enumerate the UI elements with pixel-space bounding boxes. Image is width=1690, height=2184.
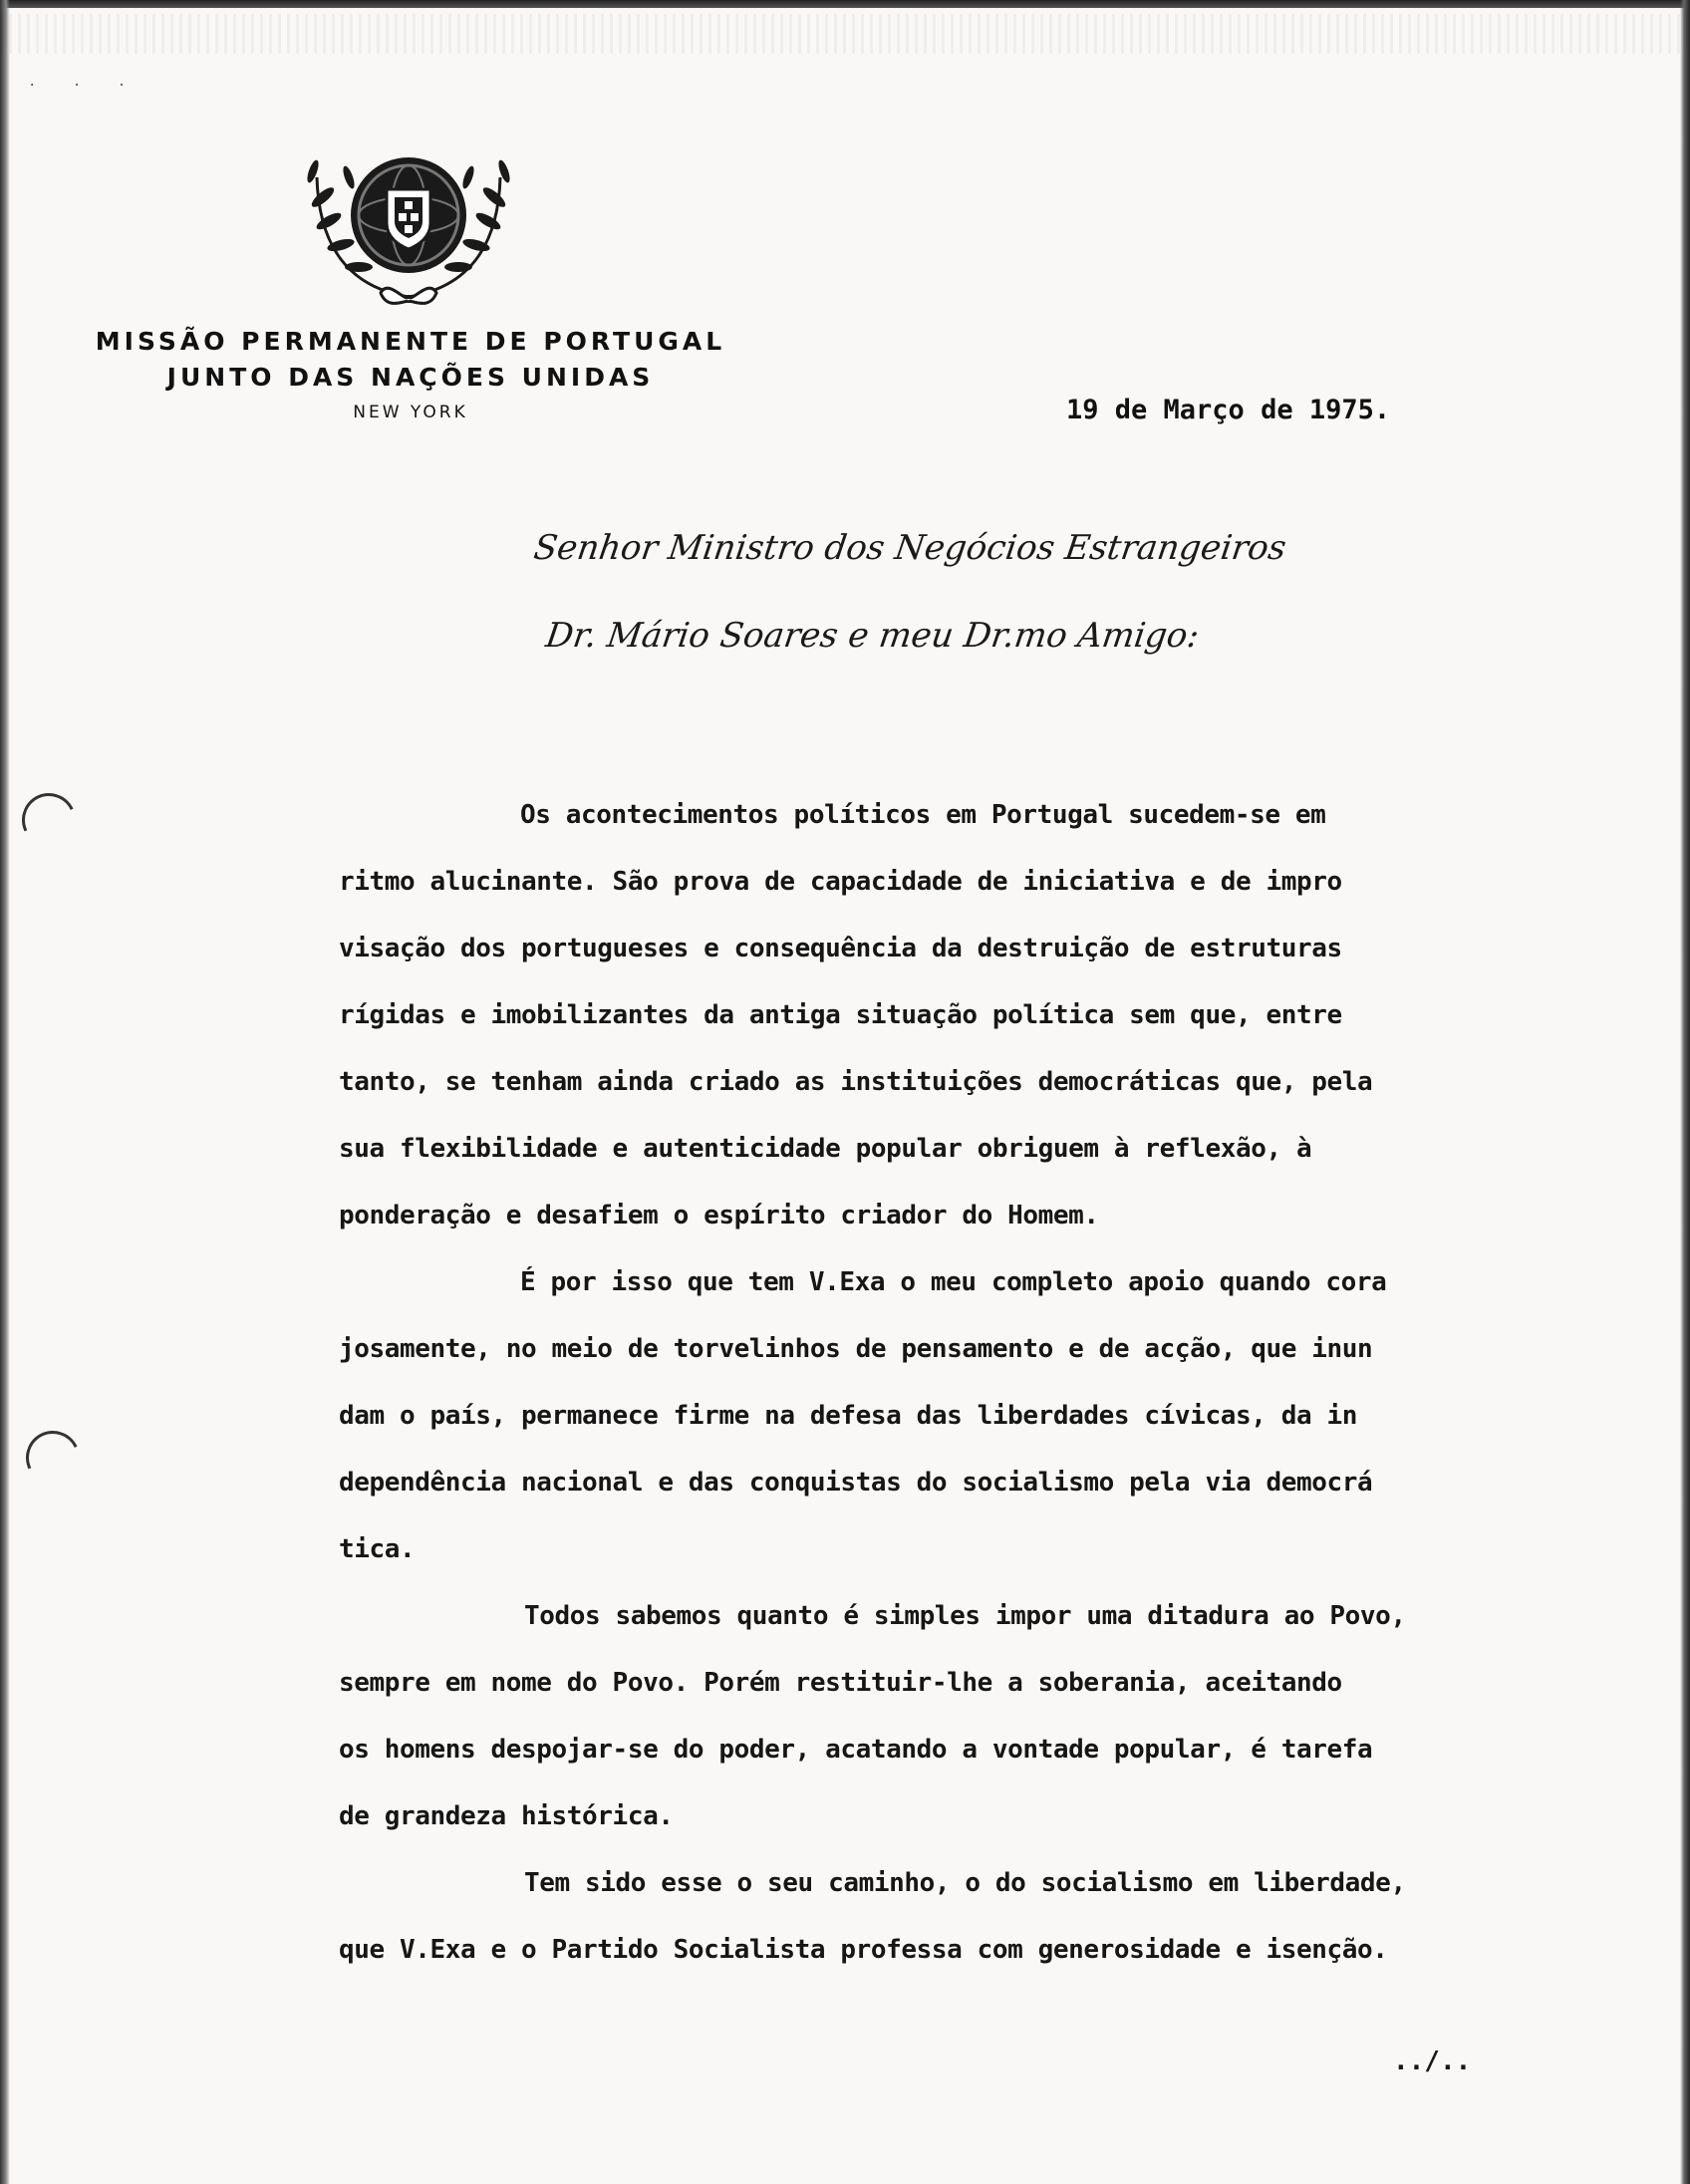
body-line: ritmo alucinante. São prova de capacidade de iniciativa e de impro (339, 867, 1342, 897)
body-line: sua flexibilidade e autenticidade popular obriguem à reflexão, à (339, 1134, 1312, 1164)
corner-marks: · · · (28, 78, 141, 94)
body-line: sempre em nome do Povo. Porém restituir-lhe a soberania, aceitando (339, 1668, 1342, 1698)
body-line: os homens despojar-se do poder, acatando a vontade popular, é tarefa (339, 1735, 1373, 1765)
body-line: de grandeza histórica. (339, 1801, 674, 1831)
body-line: dependência nacional e das conquistas do socialismo pela via democrá (339, 1468, 1373, 1498)
body-line: que V.Exa e o Partido Socialista professa com generosidade e isenção. (339, 1935, 1388, 1965)
body-line: josamente, no meio de torvelinhos de pensamento e de acção, que inun (339, 1334, 1373, 1364)
body-line: Todos sabemos quanto é simples impor uma ditadura ao Povo, (524, 1601, 1406, 1631)
letterhead-city: NEW YORK (353, 403, 468, 422)
body-line: Os acontecimentos políticos em Portugal sucedem-se em (520, 800, 1326, 830)
punch-hole-icon (14, 785, 83, 854)
body-line: Tem sido esse o seu caminho, o do socialismo em liberdade, (524, 1868, 1406, 1898)
continuation-mark: ../.. (1393, 2047, 1472, 2076)
coat-of-arms-icon (289, 137, 528, 315)
body-line: dam o país, permanece firme na defesa das liberdades cívicas, da in (339, 1401, 1357, 1431)
body-line: tanto, se tenham ainda criado as instituições democráticas que, pela (339, 1067, 1373, 1097)
letter-date: 19 de Março de 1975. (1066, 395, 1391, 425)
letterhead-mission: MISSÃO PERMANENTE DE PORTUGAL (95, 327, 726, 356)
scan-border-right (1680, 0, 1690, 2184)
body-line: rígidas e imobilizantes da antiga situação política sem que, entre (339, 1000, 1342, 1030)
punch-hole-icon (18, 1423, 87, 1492)
handwritten-salutation-line: Senhor Ministro dos Negócios Estrangeiros (531, 528, 1289, 568)
body-line: visação dos portugueses e consequência da destruição de estruturas (339, 934, 1342, 963)
scan-border-top (0, 0, 1690, 8)
handwritten-salutation-line: Dr. Mário Soares e meu Dr.mo Amigo: (543, 616, 1202, 656)
body-line: tica. (339, 1534, 416, 1564)
scan-noise (0, 14, 1690, 54)
body-line: ponderação e desafiem o espírito criador do Homem. (339, 1201, 1099, 1230)
body-line: É por isso que tem V.Exa o meu completo apoio quando cora (520, 1267, 1387, 1297)
scan-border-left (0, 0, 10, 2184)
letterhead-un: JUNTO DAS NAÇÕES UNIDAS (166, 363, 655, 392)
